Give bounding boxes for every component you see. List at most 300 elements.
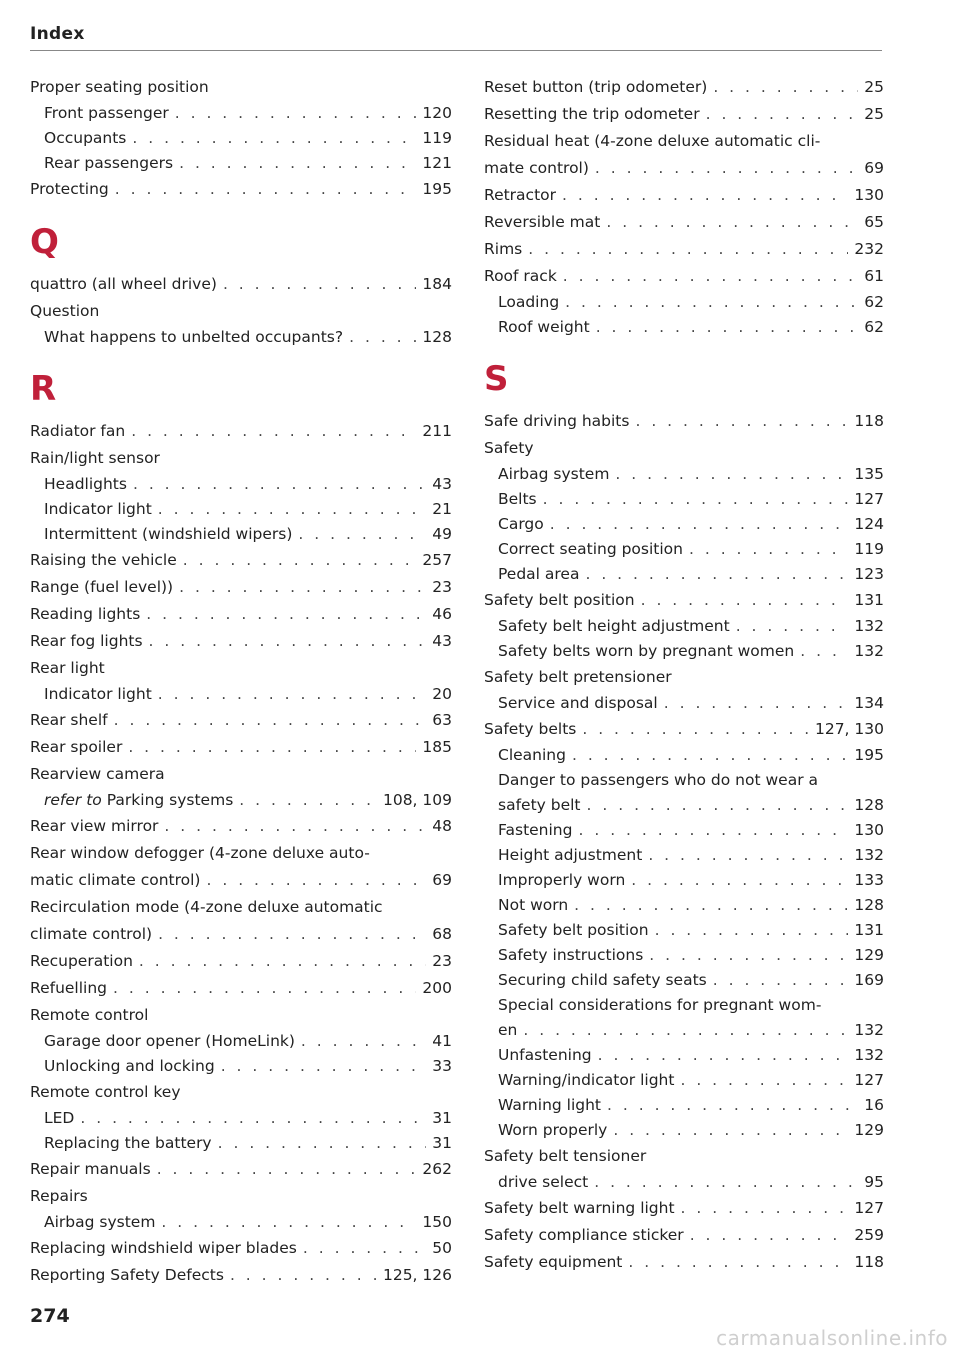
index-entry xyxy=(30,1079,452,1106)
index-entry-page[interactable]: 50 xyxy=(432,1239,452,1257)
index-entry xyxy=(30,734,452,761)
index-entry xyxy=(484,893,884,918)
index-entry-page[interactable]: 69 xyxy=(432,871,452,889)
index-entry-text xyxy=(498,893,568,918)
index-entry-label: Pedal area xyxy=(498,565,580,583)
index-entry-text xyxy=(498,968,707,993)
leader-dots xyxy=(648,843,848,868)
leader-dots xyxy=(562,182,848,209)
index-entry xyxy=(484,74,884,101)
index-entry-label: Resetting the trip odometer xyxy=(484,105,700,123)
index-entry xyxy=(30,1235,452,1262)
index-entry xyxy=(30,921,452,948)
index-entry-page[interactable]: 200 xyxy=(422,979,452,997)
index-entry-page[interactable]: 129 xyxy=(854,946,884,964)
leader-dots xyxy=(606,209,858,236)
index-entry-text xyxy=(30,813,158,840)
index-entry-page[interactable]: 33 xyxy=(432,1057,452,1075)
index-entry-label: safety belt xyxy=(498,796,581,814)
index-entry-page[interactable]: 132 xyxy=(854,617,884,635)
index-entry-text xyxy=(30,975,107,1002)
index-entry-page[interactable]: 259 xyxy=(854,1226,884,1244)
index-entry-label: Warning light xyxy=(498,1096,602,1114)
index-entry-page[interactable]: 69 xyxy=(864,159,884,177)
index-entry-label: Airbag system xyxy=(498,465,610,483)
index-entry xyxy=(484,1222,884,1249)
index-entry xyxy=(484,968,884,993)
index-entry-page[interactable]: 169 xyxy=(854,971,884,989)
index-entry-page[interactable]: 184 xyxy=(422,275,452,293)
index-entry-text xyxy=(498,614,730,639)
leader-dots xyxy=(206,867,426,894)
index-entry-text xyxy=(484,587,635,614)
index-entry xyxy=(30,948,452,975)
index-entry-label: matic climate control) xyxy=(30,871,201,889)
index-entry-page[interactable]: 257 xyxy=(422,551,452,569)
index-entry xyxy=(30,1002,452,1029)
index-entry-text xyxy=(30,948,133,975)
index-entry-text xyxy=(498,315,590,340)
index-entry-text xyxy=(498,537,683,562)
index-entry xyxy=(30,628,452,655)
index-entry-label: Worn properly xyxy=(498,1121,608,1139)
index-entry xyxy=(30,1054,452,1079)
index-entry-text xyxy=(484,664,672,691)
index-entry-label: Rearview camera xyxy=(30,765,165,783)
index-entry xyxy=(484,537,884,562)
index-entry-text xyxy=(498,918,649,943)
index-entry-label: Special considerations for pregnant wom- xyxy=(498,996,822,1014)
index-entry xyxy=(484,1093,884,1118)
leader-dots xyxy=(594,1170,858,1195)
index-entry-page[interactable]: 127, 130 xyxy=(814,720,884,738)
index-entry-text xyxy=(484,155,589,182)
leader-dots xyxy=(221,1054,427,1079)
index-entry-text xyxy=(30,547,177,574)
index-entry xyxy=(484,868,884,893)
index-entry xyxy=(484,716,884,743)
index-entry-page[interactable]: 132 xyxy=(854,1046,884,1064)
index-entry-page[interactable]: 211 xyxy=(422,422,452,440)
index-entry-page[interactable]: 232 xyxy=(854,240,884,258)
index-entry xyxy=(30,445,452,472)
index-entry-text xyxy=(484,1249,622,1276)
index-entry-text xyxy=(30,74,209,101)
index-entry-label: Raising the vehicle xyxy=(30,551,177,569)
index-entry-page[interactable]: 46 xyxy=(432,605,452,623)
index-entry-label: Not worn xyxy=(498,896,569,914)
index-entry-text xyxy=(44,325,343,350)
index-entry-page[interactable]: 62 xyxy=(864,318,884,336)
index-entry-label: Recuperation xyxy=(30,952,133,970)
index-entry xyxy=(484,236,884,263)
index-entry-page[interactable]: 120 xyxy=(422,104,452,122)
leader-dots xyxy=(179,574,426,601)
index-entry-label: Refuelling xyxy=(30,979,108,997)
index-entry-page[interactable]: 63 xyxy=(432,711,452,729)
index-entry-page[interactable]: 31 xyxy=(432,1134,452,1152)
index-entry-page[interactable]: 16 xyxy=(864,1096,884,1114)
index-entry-page[interactable]: 108, 109 xyxy=(382,791,452,809)
index-entry xyxy=(484,1068,884,1093)
index-entry-page[interactable]: 43 xyxy=(432,475,452,493)
index-entry-label: Cleaning xyxy=(498,746,566,764)
index-entry-text xyxy=(484,128,820,155)
index-entry xyxy=(30,707,452,734)
index-entry-page[interactable]: 123 xyxy=(854,565,884,583)
index-entry-text xyxy=(30,271,217,298)
leader-dots xyxy=(543,487,849,512)
index-entry-text xyxy=(484,101,700,128)
index-entry xyxy=(484,843,884,868)
index-entry-text xyxy=(498,487,537,512)
index-entry xyxy=(484,315,884,340)
index-entry-page[interactable]: 61 xyxy=(864,267,884,285)
index-entry-label: Warning/indicator light xyxy=(498,1071,675,1089)
leader-dots xyxy=(649,943,848,968)
index-entry-page[interactable]: 118 xyxy=(854,1253,884,1271)
index-entry xyxy=(484,793,884,818)
index-entry xyxy=(484,993,884,1018)
index-entry-page[interactable]: 119 xyxy=(854,540,884,558)
page-header-title: Index xyxy=(30,24,85,44)
index-entry-label: Repair manuals xyxy=(30,1160,151,1178)
index-entry-page[interactable]: 127 xyxy=(854,1071,884,1089)
index-entry-label: Safety instructions xyxy=(498,946,644,964)
index-entry-page[interactable]: 128 xyxy=(422,328,452,346)
leader-dots xyxy=(578,818,848,843)
index-entry-label: Reading lights xyxy=(30,605,141,623)
leader-dots xyxy=(641,587,849,614)
leader-dots xyxy=(239,788,377,813)
index-entry-label: Rear shelf xyxy=(30,711,108,729)
index-entry xyxy=(484,182,884,209)
leader-dots xyxy=(230,1262,377,1289)
index-entry-page[interactable]: 21 xyxy=(432,500,452,518)
index-entry-label: Rims xyxy=(484,240,523,258)
index-entry-label: LED xyxy=(44,1109,75,1127)
index-column-right xyxy=(484,74,884,1276)
leader-dots xyxy=(528,236,848,263)
watermark: carmanualsonline.info xyxy=(716,1326,948,1350)
index-entry-page[interactable]: 23 xyxy=(432,952,452,970)
index-entry-text xyxy=(498,691,658,716)
index-entry-label: Intermittent (windshield wipers) xyxy=(44,525,293,543)
leader-dots xyxy=(713,74,858,101)
index-entry-page[interactable]: 31 xyxy=(432,1109,452,1127)
index-entry-label: Correct seating position xyxy=(498,540,683,558)
index-entry-label: Reporting Safety Defects xyxy=(30,1266,224,1284)
index-entry-page[interactable]: 20 xyxy=(432,685,452,703)
leader-dots xyxy=(550,512,849,537)
index-entry-label: Reset button (trip odometer) xyxy=(484,78,708,96)
leader-dots xyxy=(218,1131,427,1156)
index-entry-text xyxy=(30,1235,297,1262)
index-entry xyxy=(484,743,884,768)
index-entry-text xyxy=(30,761,165,788)
index-entry xyxy=(484,691,884,716)
index-entry-page[interactable]: 135 xyxy=(854,465,884,483)
index-entry-page[interactable]: 132 xyxy=(854,846,884,864)
leader-dots xyxy=(158,921,426,948)
index-entry-label: Repairs xyxy=(30,1187,88,1205)
index-entry-text xyxy=(498,562,579,587)
index-entry-page[interactable]: 195 xyxy=(422,180,452,198)
index-entry xyxy=(30,101,452,126)
index-entry-page[interactable]: 48 xyxy=(432,817,452,835)
index-entry-label: Protecting xyxy=(30,180,109,198)
leader-dots xyxy=(161,1210,416,1235)
index-entry-label: climate control) xyxy=(30,925,153,943)
index-entry xyxy=(30,1156,452,1183)
index-entry-text xyxy=(498,768,818,793)
index-entry-page[interactable]: 262 xyxy=(422,1160,452,1178)
index-entry-page[interactable]: 23 xyxy=(432,578,452,596)
index-entry-page[interactable]: 185 xyxy=(422,738,452,756)
leader-dots xyxy=(146,601,426,628)
leader-dots xyxy=(689,537,848,562)
index-entry-label: Retractor xyxy=(484,186,557,204)
index-entry-text xyxy=(484,182,556,209)
index-entry xyxy=(484,263,884,290)
index-entry-text xyxy=(498,462,609,487)
leader-dots xyxy=(80,1106,426,1131)
index-entry-page[interactable]: 25 xyxy=(864,105,884,123)
leader-dots xyxy=(157,1156,417,1183)
leader-dots xyxy=(713,968,849,993)
index-entry-label: Cargo xyxy=(498,515,544,533)
index-entry-page[interactable]: 127 xyxy=(854,490,884,508)
index-entry xyxy=(484,512,884,537)
index-entry-text xyxy=(498,993,821,1018)
index-entry xyxy=(484,639,884,664)
index-column-left xyxy=(30,74,452,1289)
index-entry-label: Rear spoiler xyxy=(30,738,123,756)
index-entry-label: en xyxy=(498,1021,518,1039)
index-entry-page[interactable]: 130 xyxy=(854,186,884,204)
index-entry-page[interactable]: 62 xyxy=(864,293,884,311)
index-entry-page[interactable]: 95 xyxy=(864,1173,884,1191)
index-entry-label: Safety belt position xyxy=(484,591,635,609)
index-entry xyxy=(484,1143,884,1170)
index-entry-text xyxy=(30,734,122,761)
index-entry-text xyxy=(44,1210,155,1235)
index-entry-page[interactable]: 124 xyxy=(854,515,884,533)
leader-dots xyxy=(149,628,427,655)
index-entry-label: Reversible mat xyxy=(484,213,601,231)
index-entry xyxy=(30,682,452,707)
index-entry-text xyxy=(44,788,233,813)
index-entry-page[interactable]: 127 xyxy=(854,1199,884,1217)
leader-dots xyxy=(128,734,416,761)
index-entry-page[interactable]: 129 xyxy=(854,1121,884,1139)
leader-dots xyxy=(179,151,416,176)
index-entry xyxy=(484,1018,884,1043)
index-entry-label: Rear window defogger (4-zone deluxe auto- xyxy=(30,844,370,862)
index-entry-text xyxy=(484,1222,684,1249)
index-entry-text xyxy=(30,1156,151,1183)
index-entry-label: Headlights xyxy=(44,475,127,493)
index-entry xyxy=(30,1262,452,1289)
leader-dots xyxy=(572,743,848,768)
leader-dots xyxy=(680,1068,848,1093)
index-entry xyxy=(484,562,884,587)
leader-dots xyxy=(706,101,859,128)
index-entry-page[interactable]: 128 xyxy=(854,896,884,914)
index-entry-text xyxy=(498,1093,601,1118)
leader-dots xyxy=(113,975,416,1002)
leader-dots xyxy=(133,472,426,497)
index-entry-text xyxy=(498,1118,607,1143)
leader-dots xyxy=(158,497,426,522)
index-entry-label: Safety belt height adjustment xyxy=(498,617,730,635)
index-entry-text xyxy=(498,868,625,893)
index-entry-text xyxy=(484,1195,675,1222)
index-entry-label: Safety belts xyxy=(484,720,577,738)
index-entry-page[interactable]: 41 xyxy=(432,1032,452,1050)
leader-dots xyxy=(631,868,848,893)
index-entry-text xyxy=(498,1043,592,1068)
index-entry xyxy=(30,867,452,894)
index-entry-label: Roof rack xyxy=(484,267,557,285)
index-entry xyxy=(484,664,884,691)
index-entry-label: Rear view mirror xyxy=(30,817,159,835)
index-entry xyxy=(30,547,452,574)
index-entry-text xyxy=(44,151,173,176)
leader-dots xyxy=(164,813,426,840)
index-entry-page[interactable]: 49 xyxy=(432,525,452,543)
index-entry-page[interactable]: 119 xyxy=(422,129,452,147)
index-entry-label: Indicator light xyxy=(44,500,152,518)
index-entry-page[interactable]: 65 xyxy=(864,213,884,231)
index-entry-text xyxy=(498,943,643,968)
index-entry xyxy=(484,818,884,843)
index-entry xyxy=(484,209,884,236)
index-entry-label: Range (fuel level)) xyxy=(30,578,174,596)
index-entry-label: Remote control key xyxy=(30,1083,181,1101)
index-entry-label: Unfastening xyxy=(498,1046,592,1064)
index-entry-label: quattro (all wheel drive) xyxy=(30,275,217,293)
index-entry-page[interactable]: 132 xyxy=(854,642,884,660)
index-entry xyxy=(484,768,884,793)
index-entry xyxy=(30,574,452,601)
index-entry-reference: refer to xyxy=(44,791,102,809)
index-entry xyxy=(30,788,452,813)
index-entry-text xyxy=(484,716,576,743)
index-entry-text xyxy=(30,894,383,921)
index-entry-page[interactable]: 128 xyxy=(854,796,884,814)
index-entry-label: What happens to unbelted occupants? xyxy=(44,328,344,346)
index-entry xyxy=(484,155,884,182)
index-entry-text xyxy=(498,743,566,768)
index-entry-text xyxy=(30,1079,181,1106)
index-entry-label: Occupants xyxy=(44,129,127,147)
index-entry-page[interactable]: 125, 126 xyxy=(382,1266,452,1284)
index-entry-text xyxy=(498,793,581,818)
index-entry-page[interactable]: 195 xyxy=(854,746,884,764)
index-entry xyxy=(484,918,884,943)
leader-dots xyxy=(183,547,417,574)
leader-dots xyxy=(655,918,849,943)
index-entry-text xyxy=(44,101,169,126)
index-entry-page[interactable]: 150 xyxy=(422,1213,452,1231)
index-entry-text xyxy=(30,840,370,867)
index-entry-text xyxy=(484,1143,646,1170)
index-entry-text xyxy=(498,818,572,843)
leader-dots xyxy=(115,176,417,203)
leader-dots xyxy=(613,1118,848,1143)
index-entry-text xyxy=(30,601,140,628)
index-entry-text xyxy=(44,522,292,547)
index-entry-page[interactable]: 121 xyxy=(422,154,452,172)
index-entry-page[interactable]: 43 xyxy=(432,632,452,650)
index-entry-page[interactable]: 133 xyxy=(854,871,884,889)
index-entry xyxy=(484,587,884,614)
index-entry-text xyxy=(30,655,105,682)
index-entry-text xyxy=(498,290,559,315)
index-entry xyxy=(30,151,452,176)
index-entry-page[interactable]: 68 xyxy=(432,925,452,943)
section-letter-q: Q xyxy=(30,222,59,262)
index-entry-label: Radiator fan xyxy=(30,422,126,440)
index-entry-label: Danger to passengers who do not wear a xyxy=(498,771,818,789)
index-entry-text xyxy=(484,209,600,236)
index-entry-label: Rear fog lights xyxy=(30,632,143,650)
index-entry-label: Remote control xyxy=(30,1006,149,1024)
index-entry-page[interactable]: 131 xyxy=(854,921,884,939)
leader-dots xyxy=(132,126,416,151)
index-entry xyxy=(30,840,452,867)
leader-dots xyxy=(349,325,416,350)
leader-dots xyxy=(736,614,849,639)
index-entry-text xyxy=(498,1018,517,1043)
index-entry-page[interactable]: 118 xyxy=(854,412,884,430)
index-entry-text xyxy=(484,435,534,462)
index-entry xyxy=(484,101,884,128)
index-entry-text xyxy=(498,1170,588,1195)
index-entry xyxy=(484,408,884,435)
leader-dots xyxy=(301,1029,426,1054)
index-entry-page[interactable]: 131 xyxy=(854,591,884,609)
leader-dots xyxy=(587,793,849,818)
index-entry-label: Belts xyxy=(498,490,537,508)
index-entry xyxy=(484,290,884,315)
index-entry-label: Roof weight xyxy=(498,318,590,336)
index-entry-label: Safety belts worn by pregnant women xyxy=(498,642,795,660)
index-entry-text xyxy=(30,298,99,325)
index-entry xyxy=(30,418,452,445)
index-entry xyxy=(30,74,452,101)
index-entry-page[interactable]: 134 xyxy=(854,694,884,712)
leader-dots xyxy=(303,1235,426,1262)
index-entry-page[interactable]: 25 xyxy=(864,78,884,96)
index-entry xyxy=(484,1118,884,1143)
leader-dots xyxy=(615,462,848,487)
index-entry-text xyxy=(30,445,160,472)
index-entry-text xyxy=(30,176,109,203)
leader-dots xyxy=(223,271,416,298)
index-entry-page[interactable]: 130 xyxy=(854,821,884,839)
index-entry xyxy=(484,128,884,155)
index-entry-text xyxy=(498,512,544,537)
leader-dots xyxy=(565,290,858,315)
leader-dots xyxy=(585,562,848,587)
leader-dots xyxy=(175,101,417,126)
index-entry-page[interactable]: 132 xyxy=(854,1021,884,1039)
index-entry xyxy=(30,1210,452,1235)
index-entry-text xyxy=(498,639,794,664)
index-entry-text xyxy=(30,1002,148,1029)
